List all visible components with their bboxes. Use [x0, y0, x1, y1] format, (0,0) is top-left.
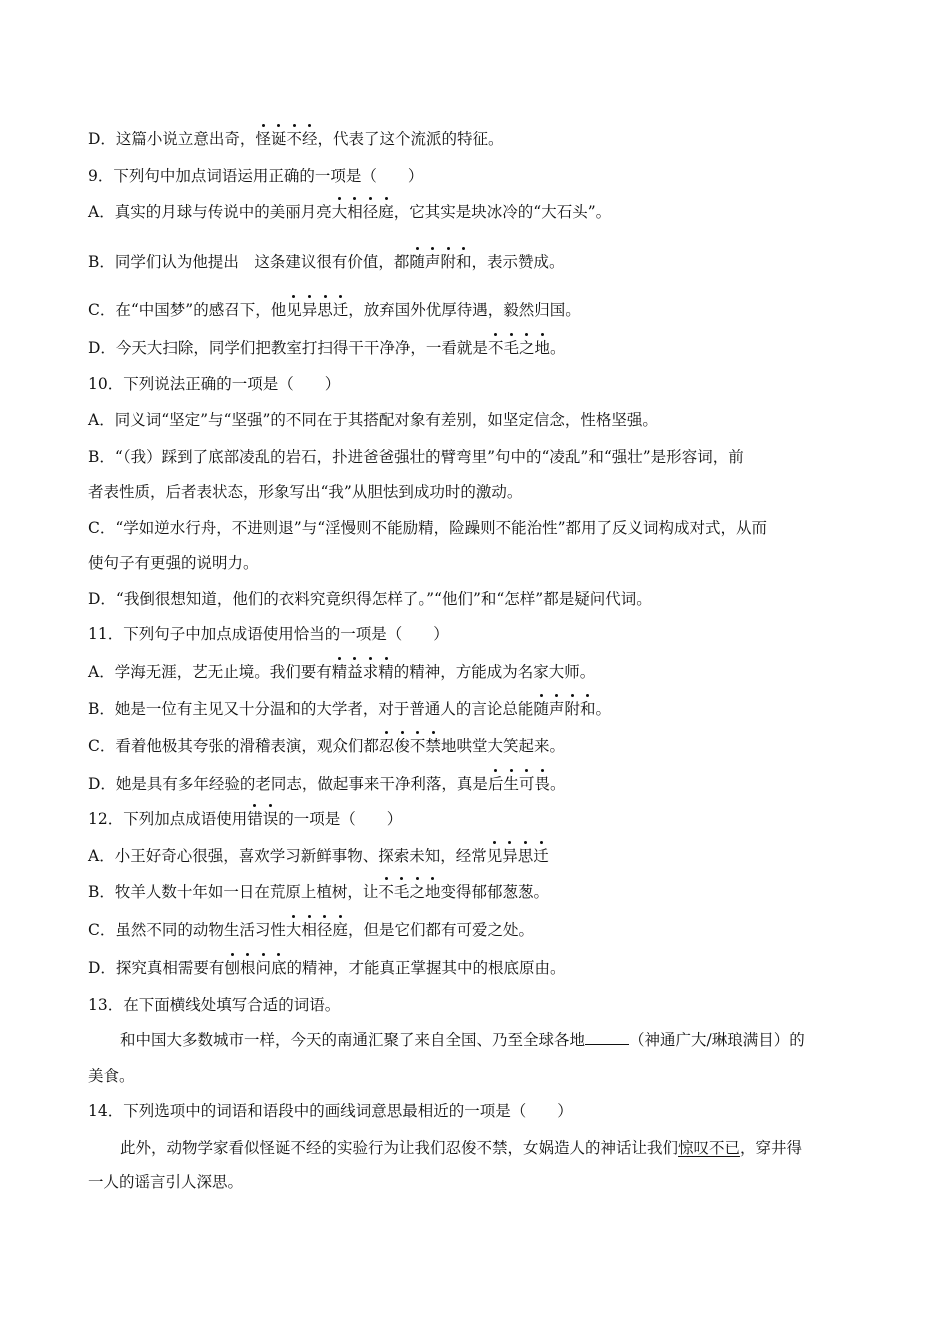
- text-line: [88, 1066, 860, 1086]
- underlined-phrase: 惊叹不已: [678, 1139, 741, 1157]
- text-segment: ，表示赞成。: [471, 253, 565, 271]
- text-segment: ，它其实是块冰冷的“大石头”。: [393, 203, 612, 221]
- text-segment: 。: [550, 339, 566, 357]
- text-segment: ，穿井得: [740, 1139, 803, 1157]
- text-segment: 的一项是（ ）: [278, 810, 403, 828]
- text-segment: D．这篇小说立意出奇，: [88, 130, 256, 148]
- text-segment: 9．下列句中加点词语运用正确的一项是（ ）: [88, 167, 424, 185]
- text-line: [88, 920, 860, 940]
- text-segment: D．她是具有多年经验的老同志，做起事来干净利落，真是: [88, 775, 488, 793]
- emphasized-phrase: 不毛之地: [487, 339, 550, 357]
- emphasized-phrase: 随声附和: [409, 253, 472, 271]
- emphasized-phrase: 错误: [247, 810, 279, 828]
- text-segment: 此外，动物学家看似怪诞不经的实验行为让我们忍俊不禁，女娲造人的神话让我们: [120, 1139, 679, 1157]
- text-line: [88, 699, 860, 719]
- text-line: [88, 958, 860, 978]
- text-line: [88, 624, 860, 644]
- text-segment: D．探究真相需要有: [88, 959, 225, 977]
- text-line: [88, 589, 860, 609]
- text-segment: 变得郁郁葱葱。: [440, 883, 549, 901]
- text-segment: C．看着他极其夸张的滑稽表演，观众们都: [88, 737, 379, 755]
- text-line: [88, 166, 860, 186]
- text-line: [88, 447, 860, 467]
- text-line: [88, 846, 860, 866]
- text-segment: 使句子有更强的说明力。: [88, 554, 259, 572]
- text-segment: 的精神，方能成为名家大师。: [393, 663, 596, 681]
- text-line: [120, 1030, 860, 1050]
- text-line: [120, 1138, 860, 1158]
- text-line: [88, 995, 860, 1015]
- emphasized-phrase: 见异思迁: [486, 847, 549, 865]
- text-segment: 的精神，才能真正掌握其中的根底原由。: [286, 959, 566, 977]
- text-segment: 11．下列句子中加点成语使用恰当的一项是（ ）: [88, 625, 449, 643]
- text-line: [88, 410, 860, 430]
- text-segment: 10．下列说法正确的一项是（ ）: [88, 375, 341, 393]
- text-line: [88, 374, 860, 394]
- text-line: [88, 202, 860, 222]
- text-segment: D．“我倒很想知道，他们的衣料究竟织得怎样了。”“他们”和“怎样”都是疑问代词。: [88, 590, 652, 608]
- text-segment: 者表性质，后者表状态，形象写出“我”从胆怯到成功时的激动。: [88, 483, 523, 501]
- emphasized-phrase: 刨根问底: [224, 959, 287, 977]
- text-line: [88, 300, 860, 320]
- text-line: [88, 482, 860, 502]
- text-line: [88, 518, 860, 538]
- text-line: [88, 882, 860, 902]
- text-segment: 。: [595, 700, 611, 718]
- emphasized-phrase: 精益求精: [331, 663, 394, 681]
- text-segment: C．“学如逆水行舟，不进则退”与“淫慢则不能励精，险躁则不能治性”都用了反义词构成对式，从而: [88, 519, 768, 537]
- text-segment: A．真实的月球与传说中的美丽月亮: [88, 203, 332, 221]
- text-segment: ，但是它们都有可爱之处。: [347, 921, 534, 939]
- text-line: [88, 338, 860, 358]
- text-segment: 13．在下面横线处填写合适的词语。: [88, 996, 341, 1014]
- text-segment: A．小王好奇心很强，喜欢学习新鲜事物、探索未知，经常: [88, 847, 487, 865]
- text-line: [88, 809, 860, 829]
- text-segment: B．同学们认为他提出 这条建议很有价值，都: [88, 253, 410, 271]
- text-segment: 美食。: [88, 1067, 135, 1085]
- text-segment: D．今天大扫除，同学们把教室打扫得干干净净，一看就是: [88, 339, 488, 357]
- emphasized-phrase: 大相径庭: [285, 921, 348, 939]
- text-line: [88, 1172, 860, 1192]
- text-line: [88, 662, 860, 682]
- text-segment: A．同义词“坚定”与“坚强”的不同在于其搭配对象有差别，如坚定信念，性格坚强。: [88, 411, 658, 429]
- emphasized-phrase: 随声附和: [533, 700, 596, 718]
- text-segment: B．“（我）踩到了底部凌乱的岩石，扑进爸爸强壮的臂弯里”句中的“凌乱”和“强壮”是形容词，前: [88, 448, 744, 466]
- emphasized-phrase: 后生可畏: [487, 775, 550, 793]
- text-segment: A．学海无涯，艺无止境。我们要有: [88, 663, 332, 681]
- text-line: [88, 774, 860, 794]
- text-line: [88, 553, 860, 573]
- text-segment: B．牧羊人数十年如一日在荒原上植树，让: [88, 883, 379, 901]
- text-segment: ，代表了这个流派的特征。: [317, 130, 504, 148]
- text-segment: 。: [550, 775, 566, 793]
- text-line: [88, 129, 860, 149]
- text-line: [88, 1101, 860, 1121]
- fill-in-blank: [585, 1030, 629, 1045]
- text-segment: 地哄堂大笑起来。: [440, 737, 565, 755]
- emphasized-phrase: 见异思迁: [286, 301, 349, 319]
- text-segment: C．在“中国梦”的感召下，他: [88, 301, 287, 319]
- text-segment: 14．下列选项中的词语和语段中的画线词意思最相近的一项是（ ）: [88, 1102, 573, 1120]
- text-segment: ，放弃国外优厚待遇，毅然归国。: [348, 301, 581, 319]
- text-segment: C．虽然不同的动物生活习性: [88, 921, 286, 939]
- text-segment: 一人的谣言引人深思。: [88, 1173, 244, 1191]
- text-segment: （神通广大/琳琅满目）的: [629, 1031, 805, 1049]
- text-segment: 12．下列加点成语使用: [88, 810, 248, 828]
- text-segment: 和中国大多数城市一样，今天的南通汇聚了来自全国、乃至全球各地: [120, 1031, 586, 1049]
- emphasized-phrase: 怪诞不经: [255, 130, 318, 148]
- text-line: [88, 736, 860, 756]
- emphasized-phrase: 不毛之地: [378, 883, 441, 901]
- text-segment: B．她是一位有主见又十分温和的大学者，对于普通人的言论总能: [88, 700, 534, 718]
- emphasized-phrase: 大相径庭: [331, 203, 394, 221]
- text-line: [88, 252, 860, 272]
- emphasized-phrase: 忍俊不禁: [378, 737, 441, 755]
